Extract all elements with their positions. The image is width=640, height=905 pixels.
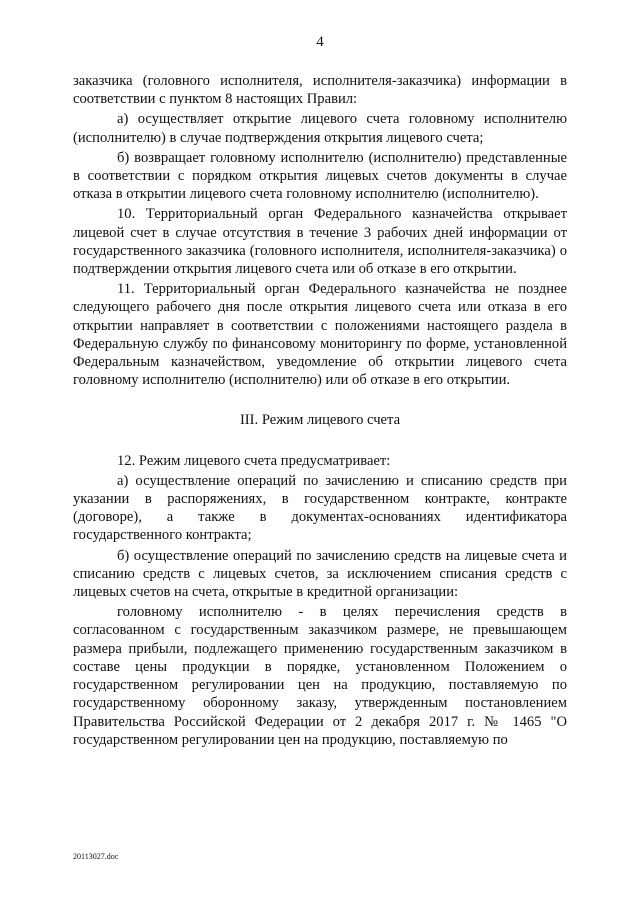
- paragraph: 11. Территориальный орган Федерального казначейства не позднее следующего рабочего дня после открытия лицевого счета или отказа в его открытии направляет в соответствии с положениями настоящего раздела в Федеральную службу по финансовому мониторингу по форме, установленной Федеральным казначейством, уведомление об открытии лицевого счета головному исполнителю (исполнителю) или об отказе в его открытии.: [73, 281, 567, 389]
- paragraph: б) возвращает головному исполнителю (исполнителю) представленные в соответствии с порядком открытия лицевых счетов документы в случае отказа в открытии лицевого счета головному исполнителю (исполнителю).: [73, 149, 567, 203]
- paragraph: 12. Режим лицевого счета предусматривает:: [117, 452, 391, 469]
- paragraph: а) осуществление операций по зачислению и списанию средств при указании в распоряжениях, в государственном контракте, контракте (договоре), а также в документах-основаниях идентификатора государственного контракта;: [73, 472, 567, 544]
- document-body: [73, 72, 567, 749]
- paragraph: заказчика (головного исполнителя, исполнителя-заказчика) информации в соответствии с пунктом 8 настоящих Правил:: [73, 73, 567, 108]
- section-heading: III. Режим лицевого счета: [239, 412, 401, 429]
- paragraph: а) осуществляет открытие лицевого счета головному исполнителю (исполнителю) в случае подтверждения открытия лицевого счета;: [73, 111, 567, 146]
- page-number: 4: [316, 34, 324, 50]
- paragraph: головному исполнителю - в целях перечисления средств в согласованном с государственным заказчиком размере, не превышающем размера прибыли, подлежащего применению государственным заказчиком в составе цены продукции в порядке, установленном Положением о государственном регулировании цен на продукцию, поставляемую по государственному оборонному заказу, утвержденным постановлением Правительства Российской Федерации от 2 декабря 2017 г. № 1465 "О государственном регулировании цен на продукцию, поставляемую по: [73, 604, 567, 748]
- paragraph: 10. Территориальный орган Федерального казначейства открывает лицевой счет в случае отсутствия в течение 3 рабочих дней информации от государственного заказчика (головного исполнителя, исполнителя-заказчика) о подтверждении открытия лицевого счета или об отказе в его открытии.: [73, 206, 567, 278]
- footer-filename: 20113027.doc: [73, 852, 119, 861]
- paragraph: б) осуществление операций по зачислению средств на лицевые счета и списанию средств с лицевых счетов, за исключением списания средств с лицевых счетов на счета, открытые в кредитной организации:: [73, 547, 567, 601]
